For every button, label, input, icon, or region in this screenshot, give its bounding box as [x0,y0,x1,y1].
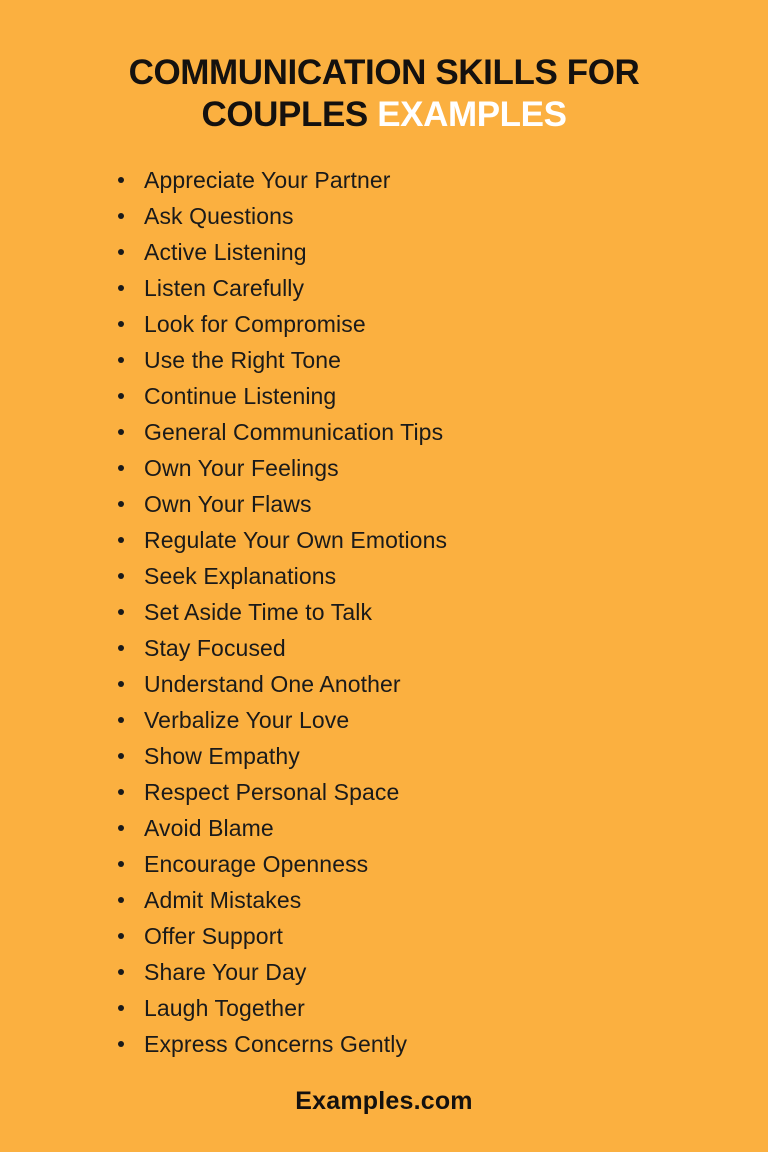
list-item [112,810,720,846]
bullet-icon [118,969,124,975]
list-item [112,486,720,522]
list-item-label: Laugh Together [144,995,305,1021]
bullet-icon [118,357,124,363]
bullet-icon [118,537,124,543]
bullet-icon [118,213,124,219]
list-item [112,270,720,306]
list-item-label: Ask Questions [144,203,294,229]
list-item-label: General Communication Tips [144,419,444,445]
list-item [112,1026,720,1062]
list-item-label: Own Your Flaws [144,491,312,517]
list-item [112,450,720,486]
list-item [112,702,720,738]
list-item [112,918,720,954]
list-item-label: Understand One Another [144,671,401,697]
list-item-label: Continue Listening [144,383,337,409]
list-item [112,414,720,450]
list-item-label: Respect Personal Space [144,779,400,805]
list-item-label: Avoid Blame [144,815,274,841]
list-item [112,558,720,594]
brand-footer: Examples.com [295,1087,473,1115]
bullet-icon [118,825,124,831]
list-item [112,234,720,270]
skills-list [48,162,720,1062]
bullet-icon [118,645,124,651]
list-item-label: Look for Compromise [144,311,366,337]
bullet-icon [118,1005,124,1011]
bullet-icon [118,753,124,759]
bullet-icon [118,573,124,579]
bullet-icon [118,321,124,327]
list-item-label: Own Your Feelings [144,455,339,481]
bullet-icon [118,465,124,471]
list-item-label: Listen Carefully [144,275,305,301]
list-item [112,990,720,1026]
list-item-label: Active Listening [144,239,307,265]
list-item-label: Appreciate Your Partner [144,167,391,193]
page-title-accent: EXAMPLES [377,95,567,134]
page-title-main: COMMUNICATION SKILLS FOR COUPLES [128,53,640,134]
list-item-label: Seek Explanations [144,563,337,589]
bullet-icon [118,789,124,795]
bullet-icon [118,861,124,867]
bullet-icon [118,393,124,399]
list-item-label: Express Concerns Gently [144,1031,408,1057]
bullet-icon [118,897,124,903]
list-item-label: Offer Support [144,923,283,949]
page-title [72,52,696,136]
list-item [112,198,720,234]
list-item [112,774,720,810]
list-item [112,342,720,378]
list-item-label: Regulate Your Own Emotions [144,527,448,553]
list-item-label: Show Empathy [144,743,300,769]
bullet-icon [118,429,124,435]
list-item-label: Set Aside Time to Talk [144,599,373,625]
list-item-label: Encourage Openness [144,851,369,877]
list-item [112,954,720,990]
bullet-icon [118,609,124,615]
list-item-label: Use the Right Tone [144,347,341,373]
list-item-label: Verbalize Your Love [144,707,350,733]
list-item-label: Share Your Day [144,959,307,985]
list-item [112,306,720,342]
bullet-icon [118,681,124,687]
list-item-label: Stay Focused [144,635,286,661]
bullet-icon [118,501,124,507]
list-item [112,882,720,918]
bullet-icon [118,1041,124,1047]
bullet-icon [118,933,124,939]
list-item [112,846,720,882]
list-item [112,630,720,666]
bullet-icon [118,285,124,291]
list-item [112,522,720,558]
bullet-icon [118,717,124,723]
list-item [112,162,720,198]
list-item [112,378,720,414]
list-item [112,594,720,630]
list-item [112,666,720,702]
bullet-icon [118,249,124,255]
bullet-icon [118,177,124,183]
list-item-label: Admit Mistakes [144,887,302,913]
list-item [112,738,720,774]
